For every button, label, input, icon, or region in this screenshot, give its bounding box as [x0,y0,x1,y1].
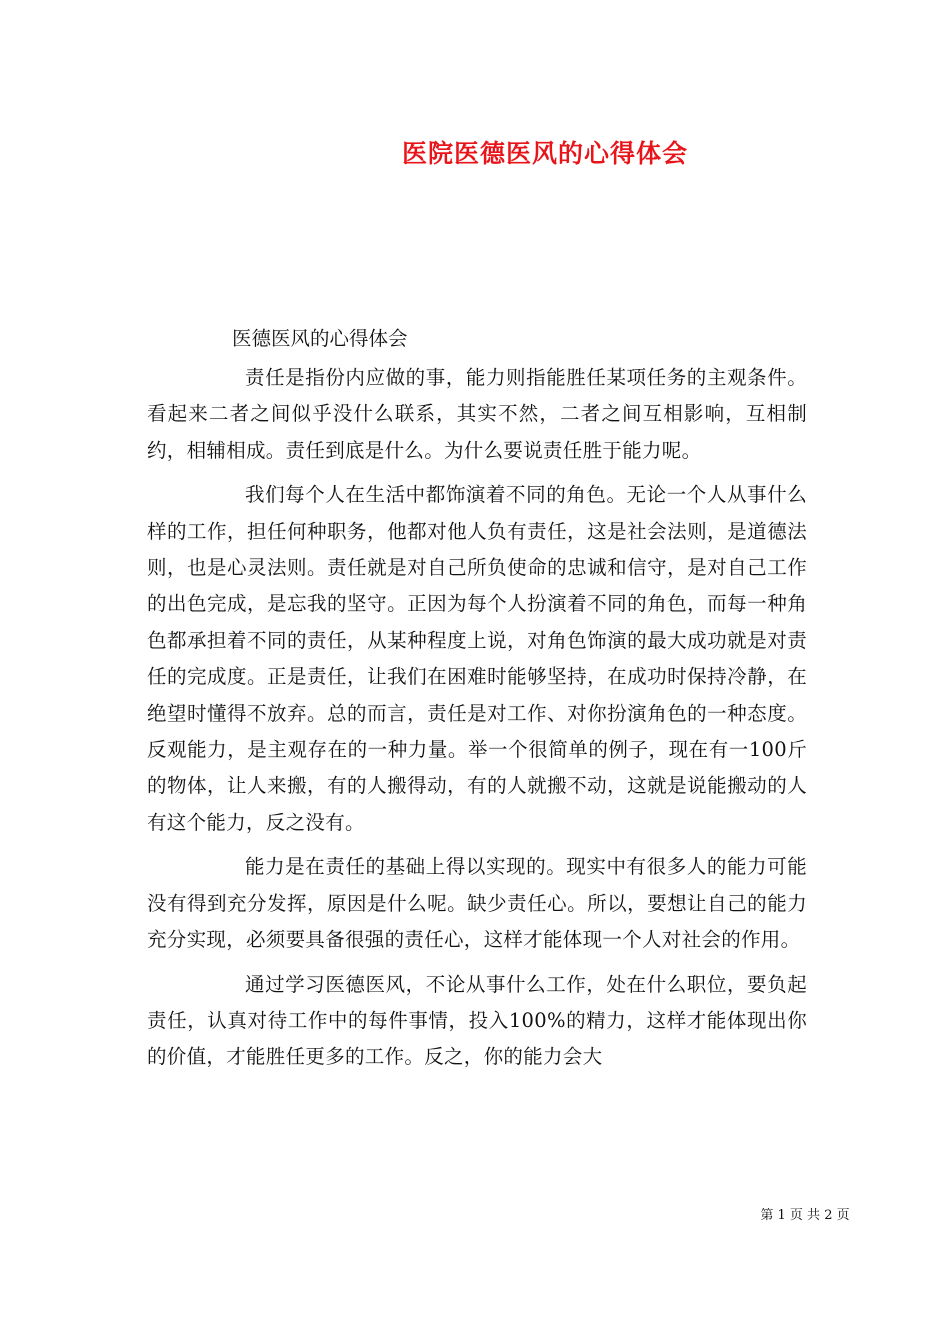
paragraph-4: 通过学习医德医风，不论从事什么工作，处在什么职位，要负起责任，认真对待工作中的每件事情，投入100%的精力，这样才能体现出你的价值，才能胜任更多的工作。反之，你的能力会大 [147,972,807,1069]
page-number-footer: 第 1 页 共 2 页 [760,1208,850,1223]
paragraph-3: 能力是在责任的基础上得以实现的。现实中有很多人的能力可能没有得到充分发挥，原因是什么呢。缺少责任心。所以，要想让自己的能力充分实现，必须要具备很强的责任心，这样才能体现一个人对社会的作用。 [147,855,807,952]
document-subtitle: 医德医风的心得体会 [232,327,408,350]
document-body [147,360,807,1084]
paragraph-1: 责任是指份内应做的事，能力则指能胜任某项任务的主观条件。看起来二者之间似乎没什么联系，其实不然，二者之间互相影响，互相制约，相辅相成。责任到底是什么。为什么要说责任胜于能力呢。 [147,366,807,462]
paragraph-2: 我们每个人在生活中都饰演着不同的角色。无论一个人从事什么样的工作，担任何种职务，他都对他人负有责任，这是社会法则，是道德法则，也是心灵法则。责任就是对自己所负使命的忠诚和信守，是对自己工作的出色完成，是忘我的坚守。正因为每个人扮演着不同的角色，而每一种角色都承担着不同的责任，从某种程度上说，对角色饰演的最大成功就是对责任的完成度。正是责任，让我们在困难时能够坚持，在成功时保持冷静，在绝望时懂得不放弃。总的而言，责任是对工作、对你扮演角色的一种态度。反观能力，是主观存在的一种力量。举一个很简单的例子，现在有一100斤的物体，让人来搬，有的人搬得动，有的人就搬不动，这就是说能搬动的人有这个能力，反之没有。 [147,483,807,834]
document-title: 医院医德医风的心得体会 [401,139,688,168]
